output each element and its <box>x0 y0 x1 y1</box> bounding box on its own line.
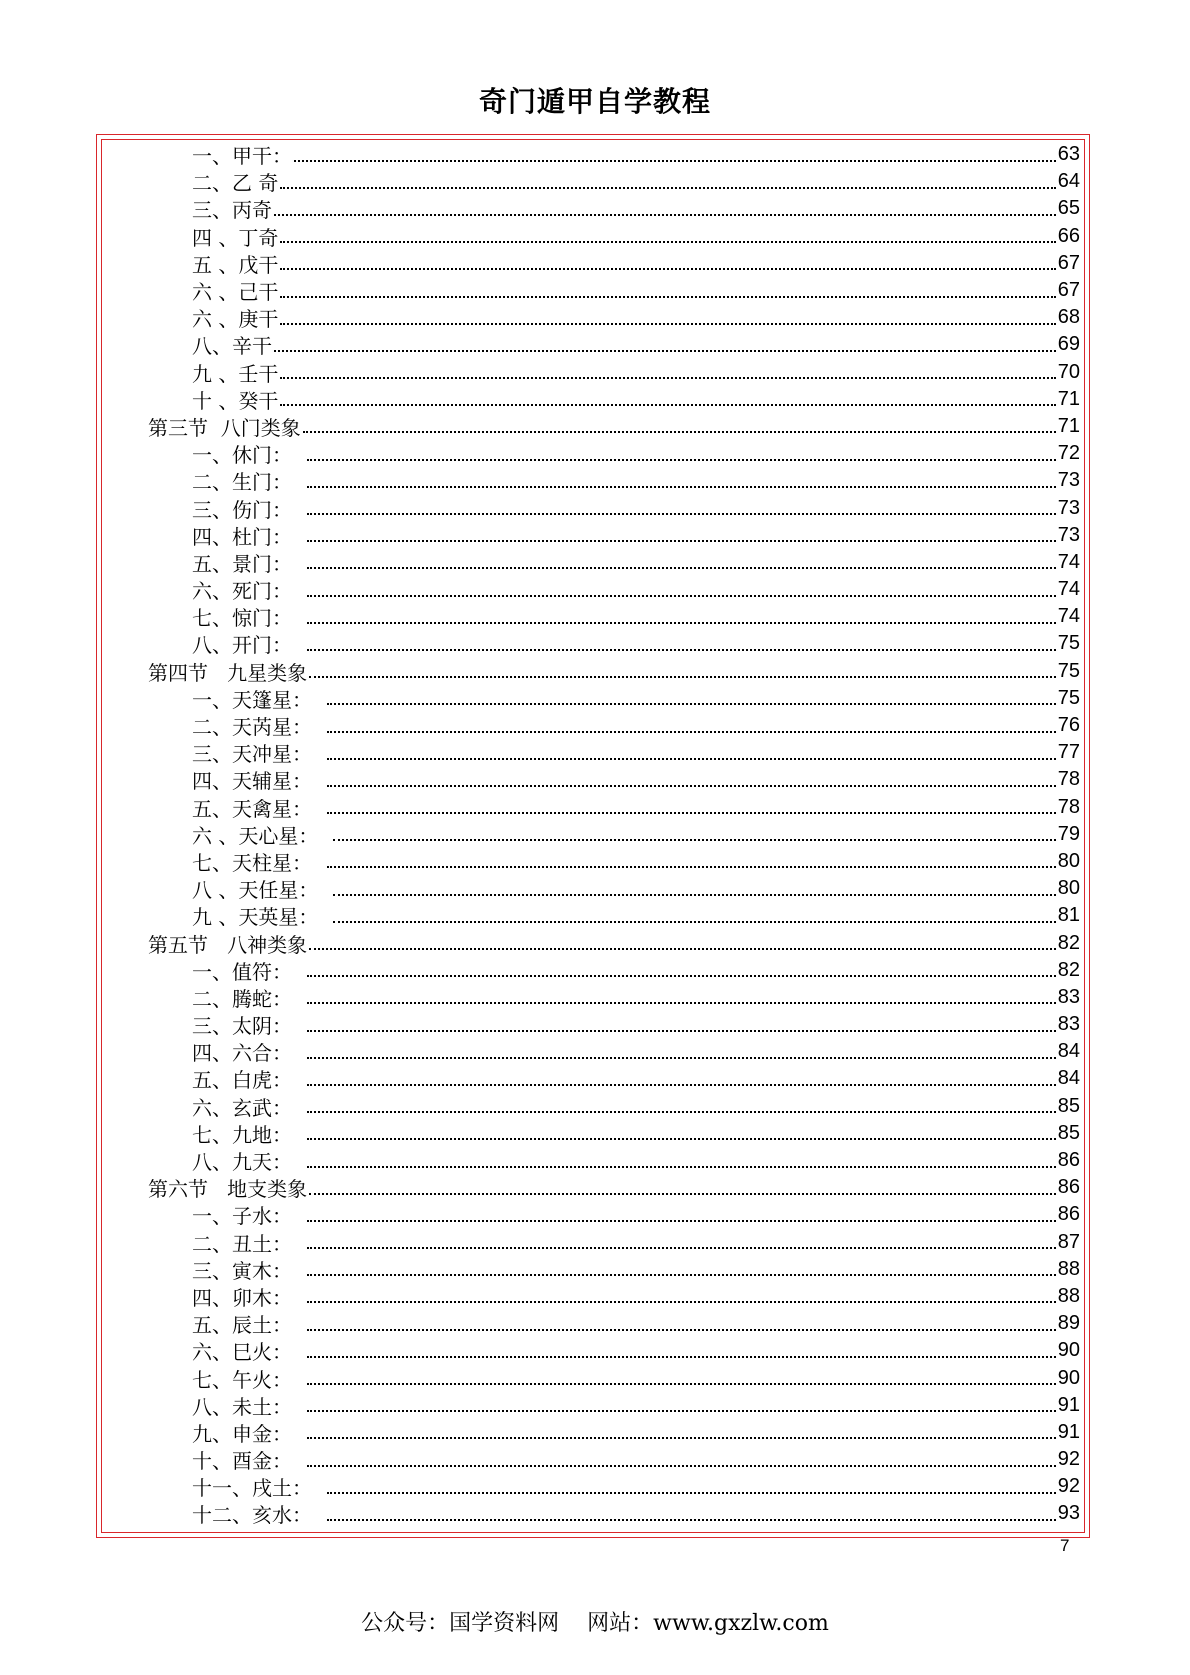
table-of-contents <box>148 141 1080 1528</box>
toc-entry[interactable] <box>148 1283 1080 1310</box>
toc-entry[interactable] <box>148 1065 1080 1092</box>
toc-leader-dots <box>333 894 1056 896</box>
toc-leader-dots <box>307 1247 1056 1249</box>
toc-leader-dots <box>280 377 1055 379</box>
toc-entry-page: 86 <box>1057 1203 1080 1226</box>
toc-leader-dots <box>307 1329 1056 1331</box>
toc-leader-dots <box>307 595 1056 597</box>
toc-entry-label: 四 、丁奇 <box>192 225 279 250</box>
toc-entry-label: 三、天冲星： <box>192 742 325 767</box>
toc-leader-dots <box>309 676 1056 678</box>
toc-leader-dots <box>307 1111 1056 1113</box>
toc-leader-dots <box>307 540 1056 542</box>
toc-entry-page: 92 <box>1057 1448 1080 1471</box>
toc-entry-page: 89 <box>1057 1312 1080 1335</box>
toc-leader-dots <box>274 350 1056 352</box>
toc-entry-page: 67 <box>1057 279 1080 302</box>
toc-entry-label: 第六节 地支类象 <box>148 1177 308 1202</box>
toc-entry-label: 八、开门： <box>192 633 305 658</box>
toc-leader-dots <box>307 1465 1056 1467</box>
page-title: 奇门遁甲自学教程 <box>478 85 711 118</box>
toc-entry[interactable] <box>148 494 1080 521</box>
toc-entry-label: 九、申金： <box>192 1421 305 1446</box>
toc-leader-dots <box>307 649 1056 651</box>
toc-entry[interactable] <box>148 984 1080 1011</box>
toc-entry-label: 六、玄武： <box>192 1095 305 1120</box>
toc-entry-page: 84 <box>1057 1040 1080 1063</box>
toc-entry-label: 八、九天： <box>192 1150 305 1175</box>
toc-entry-label: 二、乙 奇 <box>192 171 279 196</box>
toc-entry-page: 65 <box>1057 197 1080 220</box>
toc-entry-page: 64 <box>1057 170 1080 193</box>
toc-leader-dots <box>307 513 1056 515</box>
toc-entry-page: 75 <box>1057 632 1080 655</box>
toc-entry-page: 90 <box>1057 1366 1080 1389</box>
toc-entry[interactable] <box>148 576 1080 603</box>
toc-leader-dots <box>280 241 1055 243</box>
toc-entry-label: 五、景门： <box>192 551 305 576</box>
toc-entry[interactable] <box>148 440 1080 467</box>
toc-entry-page: 73 <box>1057 469 1080 492</box>
toc-entry[interactable] <box>148 1310 1080 1337</box>
toc-leader-dots <box>307 1002 1056 1004</box>
toc-leader-dots <box>303 431 1056 433</box>
footer <box>0 1606 1190 1637</box>
toc-entry[interactable] <box>148 1120 1080 1147</box>
toc-entry-page: 80 <box>1057 877 1080 900</box>
toc-leader-dots <box>280 296 1055 298</box>
toc-entry[interactable] <box>148 766 1080 793</box>
toc-leader-dots <box>333 839 1056 841</box>
toc-section-entry[interactable] <box>148 1174 1080 1201</box>
toc-leader-dots <box>307 1138 1056 1140</box>
toc-entry[interactable] <box>148 875 1080 902</box>
toc-entry-label: 二、腾蛇： <box>192 986 305 1011</box>
toc-entry[interactable] <box>148 277 1080 304</box>
toc-entry-label: 三、丙奇 <box>192 198 272 223</box>
toc-entry[interactable] <box>148 250 1080 277</box>
toc-entry-page: 84 <box>1057 1067 1080 1090</box>
toc-entry[interactable] <box>148 739 1080 766</box>
toc-entry-label: 二、天芮星： <box>192 715 325 740</box>
toc-entry-page: 88 <box>1057 1257 1080 1280</box>
toc-leader-dots <box>307 1437 1056 1439</box>
toc-entry[interactable] <box>148 902 1080 929</box>
toc-entry-label: 一、子水： <box>192 1204 305 1229</box>
toc-entry-page: 72 <box>1057 442 1080 465</box>
toc-entry-label: 七、九地： <box>192 1122 305 1147</box>
toc-entry-page: 63 <box>1057 143 1080 166</box>
toc-entry-label: 第三节 八门类象 <box>148 415 301 440</box>
toc-entry-label: 四、杜门： <box>192 524 305 549</box>
toc-entry-label: 七、天柱星： <box>192 850 325 875</box>
toc-entry[interactable] <box>148 603 1080 630</box>
toc-entry-page: 86 <box>1057 1149 1080 1172</box>
footer-website: 网站：www.gxzlw.com <box>587 1611 829 1636</box>
toc-entry-page: 83 <box>1057 985 1080 1008</box>
toc-entry-page: 81 <box>1057 904 1080 927</box>
toc-leader-dots <box>327 812 1056 814</box>
toc-entry-label: 九 、天英星： <box>192 905 332 930</box>
toc-entry-page: 69 <box>1057 333 1080 356</box>
toc-entry-label: 二、生门： <box>192 470 305 495</box>
toc-entry[interactable] <box>148 1473 1080 1500</box>
toc-entry[interactable] <box>148 195 1080 222</box>
toc-leader-dots <box>327 758 1056 760</box>
toc-entry-page: 92 <box>1057 1475 1080 1498</box>
toc-entry-page: 71 <box>1057 387 1080 410</box>
toc-entry[interactable] <box>148 331 1080 358</box>
toc-entry-page: 91 <box>1057 1393 1080 1416</box>
toc-entry-label: 五、天禽星： <box>192 796 325 821</box>
toc-leader-dots <box>307 622 1056 624</box>
toc-entry-page: 73 <box>1057 496 1080 519</box>
toc-entry-page: 85 <box>1057 1094 1080 1117</box>
toc-leader-dots <box>307 1220 1056 1222</box>
toc-entry-page: 90 <box>1057 1339 1080 1362</box>
toc-entry[interactable] <box>148 304 1080 331</box>
toc-entry[interactable] <box>148 1419 1080 1446</box>
toc-entry[interactable] <box>148 1093 1080 1120</box>
toc-leader-dots <box>307 1383 1056 1385</box>
toc-entry[interactable] <box>148 549 1080 576</box>
toc-entry-page: 91 <box>1057 1420 1080 1443</box>
toc-leader-dots <box>327 1492 1056 1494</box>
toc-entry[interactable] <box>148 1011 1080 1038</box>
toc-leader-dots <box>307 1166 1056 1168</box>
toc-entry-label: 八、辛干 <box>192 334 272 359</box>
toc-entry-page: 73 <box>1057 523 1080 546</box>
toc-leader-dots <box>307 486 1056 488</box>
toc-entry-label: 六、巳火： <box>192 1340 305 1365</box>
toc-leader-dots <box>307 1274 1056 1276</box>
toc-entry-page: 77 <box>1057 741 1080 764</box>
toc-leader-dots <box>274 214 1056 216</box>
toc-leader-dots <box>280 268 1055 270</box>
toc-entry-page: 66 <box>1057 224 1080 247</box>
toc-leader-dots <box>327 731 1056 733</box>
toc-leader-dots <box>327 866 1056 868</box>
toc-entry-page: 78 <box>1057 795 1080 818</box>
toc-entry-label: 一、值符： <box>192 959 305 984</box>
toc-entry-label: 八 、天任星： <box>192 878 332 903</box>
toc-entry-label: 十、酉金： <box>192 1449 305 1474</box>
toc-entry-label: 二、丑土： <box>192 1231 305 1256</box>
toc-entry-page: 74 <box>1057 550 1080 573</box>
toc-leader-dots <box>307 1410 1056 1412</box>
toc-entry-label: 一、甲干： <box>192 144 292 169</box>
toc-entry-label: 三、寅木： <box>192 1258 305 1283</box>
toc-entry[interactable] <box>148 1256 1080 1283</box>
toc-entry-page: 71 <box>1057 414 1080 437</box>
toc-section-entry[interactable] <box>148 929 1080 956</box>
toc-leader-dots <box>309 1193 1056 1195</box>
toc-entry-page: 82 <box>1057 958 1080 981</box>
toc-entry[interactable] <box>148 848 1080 875</box>
toc-entry-page: 86 <box>1057 1176 1080 1199</box>
toc-entry-page: 75 <box>1057 686 1080 709</box>
toc-section-entry[interactable] <box>148 658 1080 685</box>
toc-entry[interactable] <box>148 712 1080 739</box>
toc-leader-dots <box>280 187 1055 189</box>
toc-entry[interactable] <box>148 1337 1080 1364</box>
toc-leader-dots <box>307 1057 1056 1059</box>
toc-entry[interactable] <box>148 630 1080 657</box>
toc-entry-page: 68 <box>1057 306 1080 329</box>
toc-entry[interactable] <box>148 685 1080 712</box>
toc-entry-label: 四、卯木： <box>192 1285 305 1310</box>
toc-entry-label: 六、死门： <box>192 579 305 604</box>
toc-leader-dots <box>327 703 1056 705</box>
toc-entry-label: 五、辰土： <box>192 1313 305 1338</box>
toc-entry-label: 四、六合： <box>192 1041 305 1066</box>
toc-entry[interactable] <box>148 821 1080 848</box>
toc-entry[interactable] <box>148 1446 1080 1473</box>
toc-entry-label: 六 、己干 <box>192 280 279 305</box>
toc-entry-label: 六 、天心星： <box>192 823 332 848</box>
toc-entry[interactable] <box>148 223 1080 250</box>
toc-entry-page: 88 <box>1057 1284 1080 1307</box>
toc-entry-label: 一、休门： <box>192 443 305 468</box>
toc-entry[interactable] <box>148 1201 1080 1228</box>
toc-entry-label: 六 、庚干 <box>192 307 279 332</box>
toc-entry-page: 74 <box>1057 578 1080 601</box>
footer-wechat: 公众号：国学资料网 <box>361 1611 560 1636</box>
toc-entry-label: 五 、戊干 <box>192 252 279 277</box>
toc-entry[interactable] <box>148 141 1080 168</box>
toc-entry-label: 三、伤门： <box>192 497 305 522</box>
toc-leader-dots <box>307 1084 1056 1086</box>
toc-entry[interactable] <box>148 1038 1080 1065</box>
toc-entry-page: 67 <box>1057 251 1080 274</box>
toc-entry-label: 第五节 八神类象 <box>148 932 308 957</box>
toc-entry-page: 76 <box>1057 714 1080 737</box>
toc-leader-dots <box>280 323 1055 325</box>
toc-entry-page: 79 <box>1057 822 1080 845</box>
toc-entry[interactable] <box>148 522 1080 549</box>
toc-entry-page: 74 <box>1057 605 1080 628</box>
toc-entry-page: 78 <box>1057 768 1080 791</box>
toc-entry-page: 87 <box>1057 1230 1080 1253</box>
toc-entry-label: 五、白虎： <box>192 1068 305 1093</box>
toc-leader-dots <box>280 404 1055 406</box>
toc-entry-page: 83 <box>1057 1013 1080 1036</box>
toc-entry[interactable] <box>148 1364 1080 1391</box>
toc-entry-label: 四、天辅星： <box>192 769 325 794</box>
toc-entry-page: 75 <box>1057 659 1080 682</box>
toc-entry-label: 三、太阴： <box>192 1014 305 1039</box>
toc-entry-page: 82 <box>1057 931 1080 954</box>
toc-entry-page: 80 <box>1057 849 1080 872</box>
toc-entry[interactable] <box>148 1500 1080 1527</box>
toc-entry[interactable] <box>148 1392 1080 1419</box>
toc-section-entry[interactable] <box>148 413 1080 440</box>
toc-leader-dots <box>307 1356 1056 1358</box>
toc-entry[interactable] <box>148 957 1080 984</box>
toc-entry[interactable] <box>148 168 1080 195</box>
toc-leader-dots <box>307 567 1056 569</box>
page-number: 7 <box>1060 1536 1070 1555</box>
toc-leader-dots <box>307 1030 1056 1032</box>
toc-entry-label: 七、惊门： <box>192 606 305 631</box>
toc-leader-dots <box>327 1519 1056 1521</box>
toc-entry-label: 七、午火： <box>192 1367 305 1392</box>
toc-leader-dots <box>327 785 1056 787</box>
toc-entry-label: 一、天篷星： <box>192 687 325 712</box>
toc-entry-label: 十二、亥水： <box>192 1503 325 1528</box>
toc-leader-dots <box>309 948 1056 950</box>
toc-entry-label: 第四节 九星类象 <box>148 660 308 685</box>
toc-leader-dots <box>307 459 1056 461</box>
toc-entry-label: 十一、戌土： <box>192 1476 325 1501</box>
toc-entry[interactable] <box>148 1229 1080 1256</box>
toc-entry[interactable] <box>148 359 1080 386</box>
toc-entry-label: 九 、壬干 <box>192 361 279 386</box>
toc-entry-label: 十 、癸干 <box>192 388 279 413</box>
toc-entry-page: 70 <box>1057 360 1080 383</box>
toc-entry[interactable] <box>148 386 1080 413</box>
toc-entry[interactable] <box>148 467 1080 494</box>
toc-entry-label: 八、未土： <box>192 1394 305 1419</box>
toc-leader-dots <box>307 975 1056 977</box>
toc-entry-page: 93 <box>1057 1502 1080 1525</box>
toc-leader-dots <box>333 921 1056 923</box>
toc-entry[interactable] <box>148 1147 1080 1174</box>
toc-entry[interactable] <box>148 794 1080 821</box>
toc-entry-page: 85 <box>1057 1121 1080 1144</box>
toc-leader-dots <box>294 160 1056 162</box>
toc-leader-dots <box>307 1301 1056 1303</box>
